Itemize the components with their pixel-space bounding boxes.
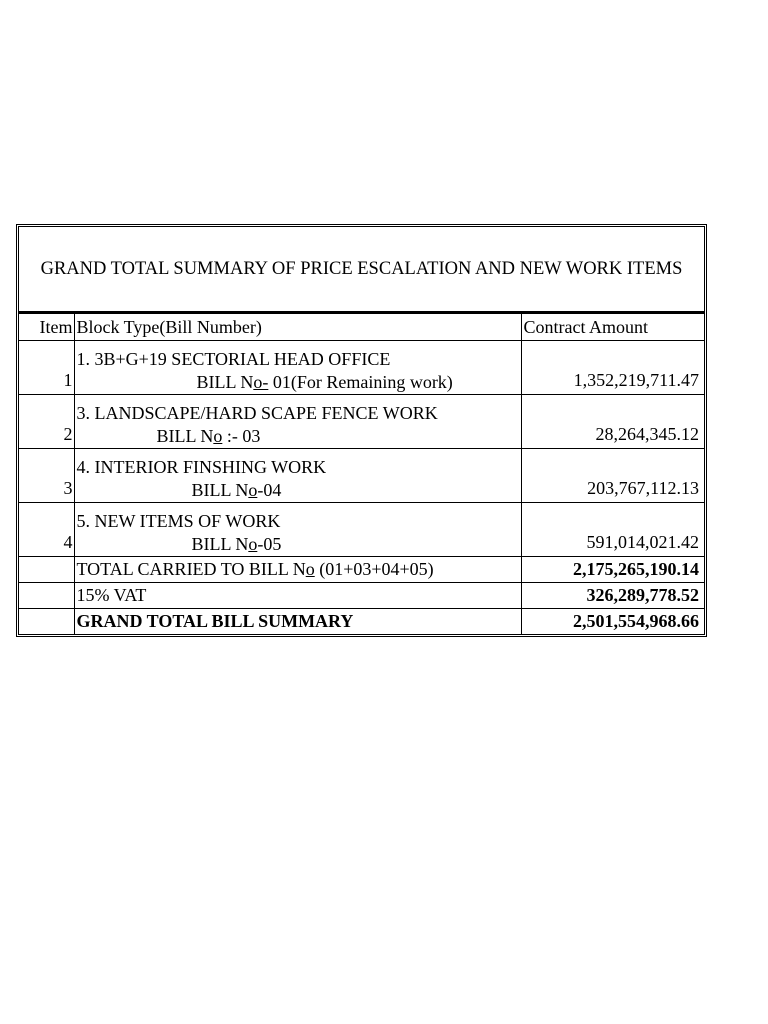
summary-table bbox=[18, 226, 705, 635]
total-carried-row bbox=[19, 557, 704, 583]
table-row bbox=[19, 341, 704, 395]
total-item-empty bbox=[19, 557, 74, 583]
row-description bbox=[74, 395, 521, 449]
row-bill-number: BILL No- 01(For Remaining work) bbox=[196, 372, 453, 392]
vat-row bbox=[19, 583, 704, 609]
row-item-number: 1 bbox=[19, 341, 74, 395]
table-row bbox=[19, 503, 704, 557]
row-bill-number: BILL No :- 03 bbox=[156, 426, 261, 446]
bill-table bbox=[19, 313, 704, 634]
total-carried-amount: 2,175,265,190.14 bbox=[521, 557, 704, 583]
vat-amount: 326,289,778.52 bbox=[521, 583, 704, 609]
table-header-row bbox=[19, 314, 704, 341]
row-description bbox=[74, 341, 521, 395]
grand-total-amount: 2,501,554,968.66 bbox=[521, 609, 704, 635]
header-contract-amount: Contract Amount bbox=[521, 314, 704, 341]
row-block-type: 5. NEW ITEMS OF WORK bbox=[76, 511, 281, 531]
grand-total-item-empty bbox=[19, 609, 74, 635]
row-amount: 28,264,345.12 bbox=[521, 395, 704, 449]
row-block-type: 3. LANDSCAPE/HARD SCAPE FENCE WORK bbox=[76, 403, 438, 423]
grand-total-row bbox=[19, 609, 704, 635]
row-block-type: 4. INTERIOR FINSHING WORK bbox=[76, 457, 327, 477]
row-description bbox=[74, 503, 521, 557]
summary-title: GRAND TOTAL SUMMARY OF PRICE ESCALATION AND NEW WORK ITEMS bbox=[19, 227, 704, 313]
row-bill-number: BILL No-04 bbox=[191, 480, 282, 500]
row-amount: 203,767,112.13 bbox=[521, 449, 704, 503]
header-item: Item bbox=[19, 314, 74, 341]
row-amount: 591,014,021.42 bbox=[521, 503, 704, 557]
vat-item-empty bbox=[19, 583, 74, 609]
row-description bbox=[74, 449, 521, 503]
grand-total-label: GRAND TOTAL BILL SUMMARY bbox=[74, 609, 521, 635]
row-item-number: 4 bbox=[19, 503, 74, 557]
total-carried-label: TOTAL CARRIED TO BILL No (01+03+04+05) bbox=[74, 557, 521, 583]
row-amount: 1,352,219,711.47 bbox=[521, 341, 704, 395]
vat-label: 15% VAT bbox=[74, 583, 521, 609]
row-block-type: 1. 3B+G+19 SECTORIAL HEAD OFFICE bbox=[76, 349, 391, 369]
table-row bbox=[19, 395, 704, 449]
header-block-type: Block Type(Bill Number) bbox=[74, 314, 521, 341]
row-bill-number: BILL No-05 bbox=[191, 534, 282, 554]
row-item-number: 2 bbox=[19, 395, 74, 449]
row-item-number: 3 bbox=[19, 449, 74, 503]
table-row bbox=[19, 449, 704, 503]
